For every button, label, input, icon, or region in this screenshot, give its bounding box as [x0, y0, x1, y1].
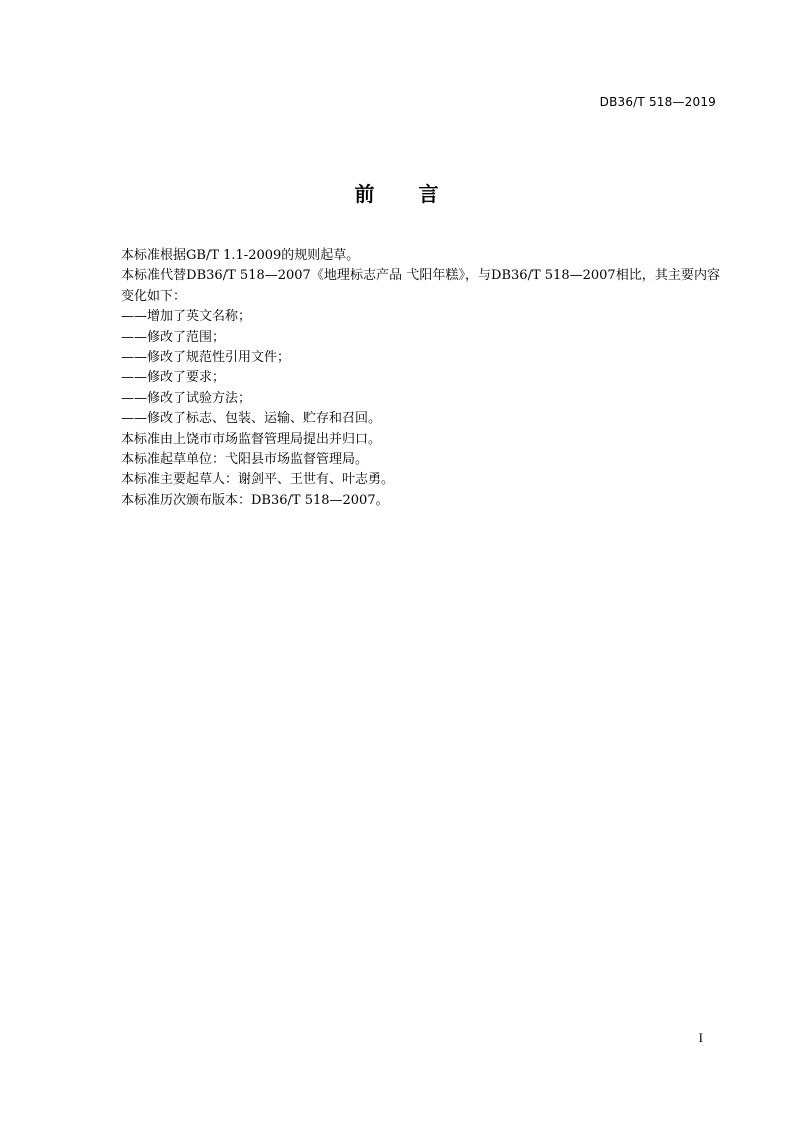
standard-code: DB36/T 518—2019 [599, 95, 716, 109]
page-title: 前言 [354, 182, 483, 206]
paragraph-drafting-unit: 本标准起草单位：弋阳县市场监督管理局。 [121, 452, 369, 468]
list-item: ——修改了标志、包装、运输、贮存和召回。 [121, 411, 382, 427]
paragraph-drafting-rule: 本标准根据GB/T 1.1-2009的规则起草。 [121, 248, 360, 263]
paragraph-proposer: 本标准由上饶市市场监督管理局提出并归口。 [121, 431, 382, 447]
foreword-body [95, 246, 720, 511]
paragraph-previous-editions: 本标准历次颁布版本：DB36/T 518—2007。 [121, 492, 389, 508]
list-item: ——修改了范围； [121, 329, 226, 345]
paragraph-drafters: 本标准主要起草人：谢剑平、王世有、叶志勇。 [121, 472, 395, 488]
list-item: ——修改了规范性引用文件； [121, 350, 291, 366]
list-item: ——修改了试验方法； [121, 390, 252, 406]
page-number: I [698, 1030, 703, 1045]
list-item: ——修改了要求； [121, 370, 226, 386]
paragraph-replacement: 本标准代替DB36/T 518—2007《地理标志产品 弋阳年糕》，与DB36/T 518—2007相比，其主要内容变化如下： [121, 268, 720, 304]
list-item: ——增加了英文名称； [121, 309, 252, 325]
